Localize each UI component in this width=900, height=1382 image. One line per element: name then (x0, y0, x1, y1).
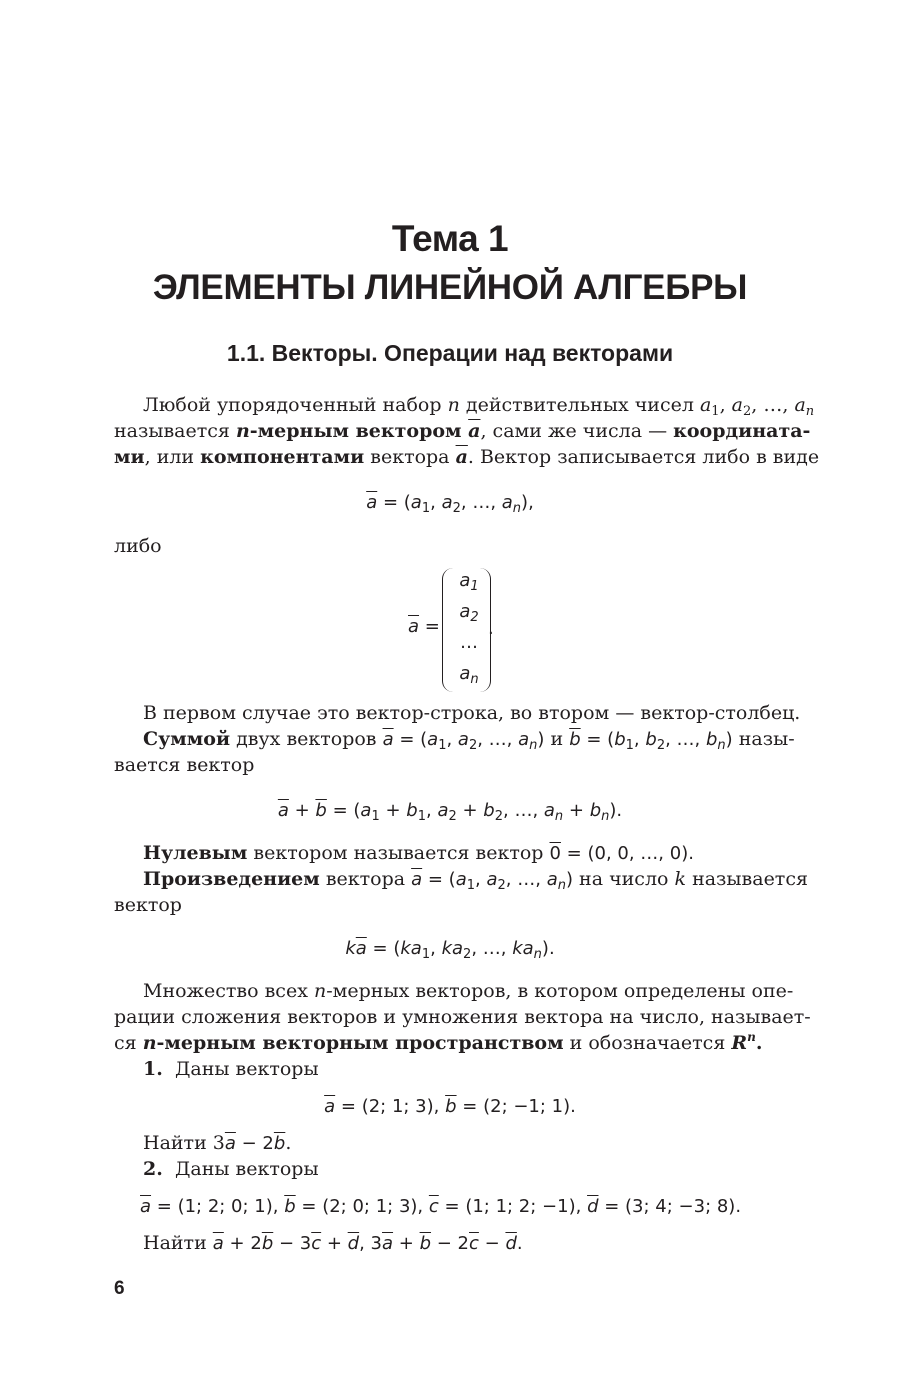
column-entry-dots: … (460, 632, 478, 653)
sum-line-2: вается вектор (114, 754, 255, 776)
product-formula: $k\overline{a} = (ka_1$, $ka_2$, …, $ka_n$). (345, 938, 555, 962)
page-number: 6 (114, 1278, 125, 1299)
row-column-text: В первом случае это вектор-строка, во втором — вектор-столбец. (143, 702, 801, 724)
chapter-title: ЭЛЕМЕНТЫ ЛИНЕЙНОЙ АЛГЕБРЫ (152, 268, 748, 307)
libo-text: либо (114, 535, 162, 557)
sum-line-1: Суммой двух векторов $\overline{a} = (a_1$, $a_2$, …, $a_n$) и $\overline{b} = (b_1$, $b_2$, …, $b_n$) назы- (143, 728, 795, 753)
intro-line-3: ми, или компонентами вектора $\overline{a}$. Вектор записывается либо в виде (114, 446, 820, 468)
chapter-label: Тема 1 (391, 218, 509, 259)
product-line-1: Произведением вектора $\overline{a} = (a_1$, $a_2$, …, $a_n$) на число k называется (143, 868, 808, 893)
sum-formula: $\overline{a} + \overline{b} = (a_1 + b_1$, $a_2 + b_2$, …, $a_n + b_n$). (277, 800, 623, 824)
intro-line-2: называется n-мерным вектором $\overline{a}$, сами же числа — координата- (114, 420, 811, 442)
column-entry-2: $a_2$ (459, 601, 479, 625)
column-entry-n: $a_n$ (459, 663, 479, 687)
intro-line-1: Любой упорядоченный набор n действительных чисел $a_1$, $a_2$, …, $a_n$ (143, 394, 815, 419)
exercise-2-formula: $\overline{a} = (1$; 2; 0; 1), $\overline{b} = (2$; 0; 1; 3), $\overline{c} = (1$; 1; 2; −1), $\overline{d} = (3$; 4; −3; 8). (140, 1196, 742, 1217)
column-entry-1: $a_1$ (459, 570, 479, 594)
exercise-1-task: Найти $3\overline{a} - 2\overline{b}$. (143, 1132, 292, 1154)
exercise-1-heading: 1. Даны векторы (143, 1058, 319, 1080)
zero-vector-line: Нулевым вектором называется вектор 0 = (0, 0, …, 0). (143, 842, 694, 864)
column-vector-formula: $\overline{a}$ = $a_1$ $a_2$ … $a_n$ . (408, 566, 508, 694)
exercise-1-formula: $\overline{a} = (2$; 1; 3), $\overline{b} = (2$; −1; 1). (324, 1096, 576, 1117)
section-title: 1.1. Векторы. Операции над векторами (226, 340, 674, 366)
product-line-2: вектор (114, 894, 182, 916)
space-line-3: ся n-мерным векторным пространством и обозначается $R^n$. (114, 1030, 763, 1054)
row-vector-formula: $\overline{a} = (a_1$, $a_2$, …, $a_n$), (366, 492, 534, 516)
space-line-1: Множество всех n-мерных векторов, в котором определены опе- (143, 980, 794, 1002)
exercise-2-task: Найти $\overline{a} + 2\overline{b} - 3\overline{c} + \overline{d}$, $3\overline{a} + \overline{b} - 2\overline{c} - \overline{d}$. (143, 1232, 523, 1254)
space-line-2: рации сложения векторов и умножения вектора на число, называет- (114, 1006, 811, 1028)
exercise-2-heading: 2. Даны векторы (143, 1158, 319, 1180)
